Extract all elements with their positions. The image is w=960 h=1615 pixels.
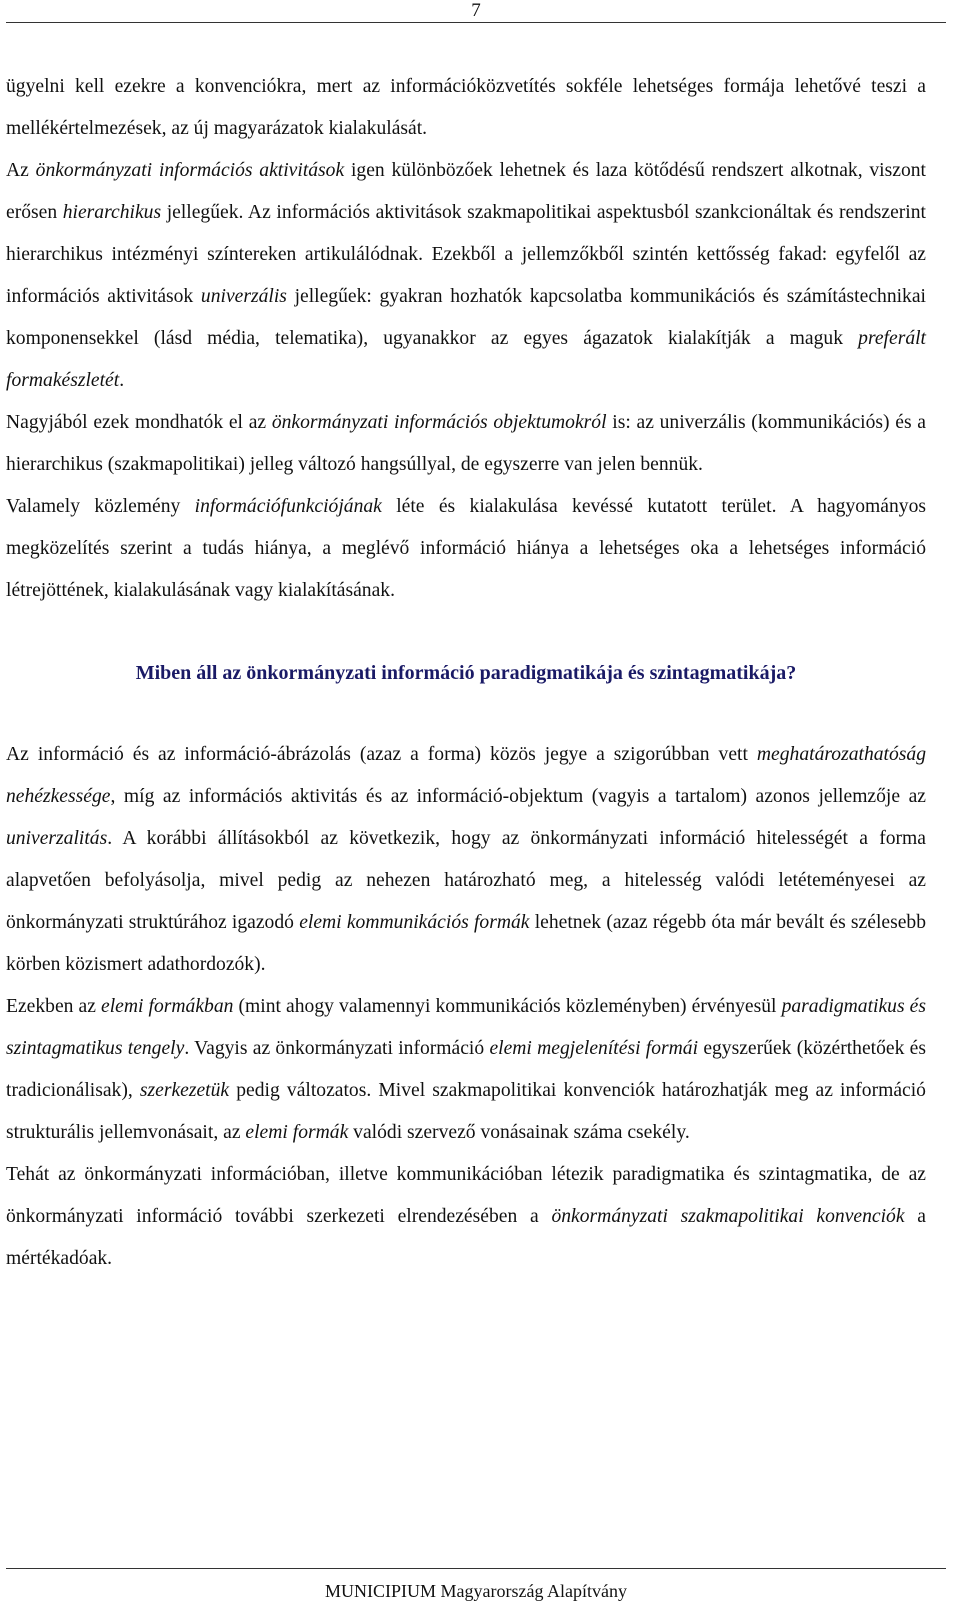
footer-text: MUNICIPIUM Magyarország Alapítvány bbox=[325, 1581, 627, 1601]
text-run: igen különbözőek lehetnek és laza kötődésű rendszert alkotnak, viszont erősen bbox=[6, 160, 926, 223]
paragraph-3 bbox=[6, 402, 926, 486]
text-run: . A korábbi állításokból az következik, hogy az önkormányzati információ hitelességét a forma alapvetően befolyásolja, mivel pedig az nehezen határozható meg, a hitelesség valódi letéteményesei az önkormányzati struktúrához igazodó bbox=[6, 828, 926, 933]
paragraph-1 bbox=[6, 66, 926, 150]
text-run: Ezekben az bbox=[6, 996, 102, 1017]
italic-term: univerzális bbox=[200, 286, 287, 307]
italic-term: önkormányzati információs objektumokról bbox=[271, 412, 607, 433]
paragraph-6 bbox=[6, 986, 926, 1154]
italic-term: elemi megjelenítési formái bbox=[489, 1038, 699, 1059]
text-run: pedig változatos. Mivel szakmapolitikai konvenciók határozhatják meg az információ strukturális jellemvonásait, az bbox=[6, 1080, 926, 1143]
text-run: . Vagyis az önkormányzati információ bbox=[184, 1038, 490, 1059]
italic-term: önkormányzati információs aktivitások bbox=[35, 160, 345, 181]
section-heading: Miben áll az önkormányzati információ paradigmatikája és szintagmatikája? bbox=[135, 662, 797, 684]
document-body bbox=[6, 66, 926, 1280]
italic-term: elemi kommunikációs formák bbox=[299, 912, 530, 933]
italic-term: önkormányzati szakmapolitikai konvenciók bbox=[551, 1206, 905, 1227]
text-run: Valamely közlemény bbox=[6, 496, 195, 517]
italic-term: univerzalitás bbox=[6, 828, 108, 849]
italic-term: hierarchikus bbox=[62, 202, 162, 223]
italic-term: információfunkciójának bbox=[194, 496, 382, 517]
text-run: Nagyjából ezek mondhatók el az bbox=[6, 412, 272, 433]
text-run: léte és kialakulása kevéssé kutatott terület. A hagyományos megközelítés szerint a tudás hiánya, a meglévő információ hiánya a lehetséges oka a lehetséges információ létrejöttének, kialakulásának vagy kialakításának. bbox=[6, 496, 926, 601]
text-run: (mint ahogy valamennyi kommunikációs közleményben) érvényesül bbox=[233, 996, 782, 1017]
italic-term: preferált formakészletét bbox=[6, 328, 926, 391]
italic-term: paradigmatikus és szintagmatikus tengely bbox=[6, 996, 926, 1059]
paragraph-7 bbox=[6, 1154, 926, 1280]
text-run: , míg az információs aktivitás és az információ-objektum (vagyis a tartalom) azonos jellemzője az bbox=[110, 786, 926, 807]
text-run: ügyelni kell ezekre a konvenciókra, mert az információközvetítés sokféle lehetséges formája lehetővé teszi a mellékértelmezések, az új magyarázatok kialakulását. bbox=[6, 76, 926, 139]
text-run: jellegűek. Az információs aktivitások szakmapolitikai aspektusból szankcionáltak és rendszerint hierarchikus intézményi színtereken artikulálódnak. Ezekből a jellemzőkből szintén kettősség fakad: egyfelől az információs aktivitások bbox=[6, 202, 926, 307]
text-run: Az információ és az információ-ábrázolás (azaz a forma) közös jegye a szigorúbban vett bbox=[6, 744, 757, 765]
text-run: jellegűek: gyakran hozhatók kapcsolatba kommunikációs és számítástechnikai komponensekkel (lásd média, telematika), ugyanakkor az egyes ágazatok kialakítják a maguk bbox=[6, 286, 926, 349]
italic-term: elemi formák bbox=[245, 1122, 349, 1143]
page-header bbox=[6, 0, 946, 23]
text-run: egyszerűek (közérthetőek és tradicionálisak), bbox=[6, 1038, 927, 1101]
page-number: 7 bbox=[471, 0, 481, 21]
italic-term: szerkezetük bbox=[139, 1080, 230, 1101]
text-run: is: az univerzális (kommunikációs) és a hierarchikus (szakmapolitikai) jelleg változó hangsúllyal, de egyszerre van jelen bennük. bbox=[6, 412, 926, 475]
page-footer bbox=[6, 1568, 946, 1614]
italic-term: meghatározathatóság nehézkessége bbox=[6, 744, 926, 807]
text-run: lehetnek (azaz régebb óta már bevált és szélesebb körben közismert adathordozók). bbox=[6, 912, 926, 975]
paragraph-4 bbox=[6, 486, 926, 612]
text-run: valódi szervező vonásainak száma csekély. bbox=[348, 1122, 690, 1143]
text-run: Az bbox=[6, 160, 36, 181]
text-run: a mértékadóak. bbox=[6, 1206, 926, 1269]
italic-term: elemi formákban bbox=[101, 996, 234, 1017]
text-run: . bbox=[119, 370, 125, 391]
paragraph-5 bbox=[6, 734, 926, 986]
text-run: Tehát az önkormányzati információban, illetve kommunikációban létezik paradigmatika és szintagmatika, de az önkormányzati információ további szerkezeti elrendezésében a bbox=[6, 1164, 926, 1227]
paragraph-2 bbox=[6, 150, 926, 402]
